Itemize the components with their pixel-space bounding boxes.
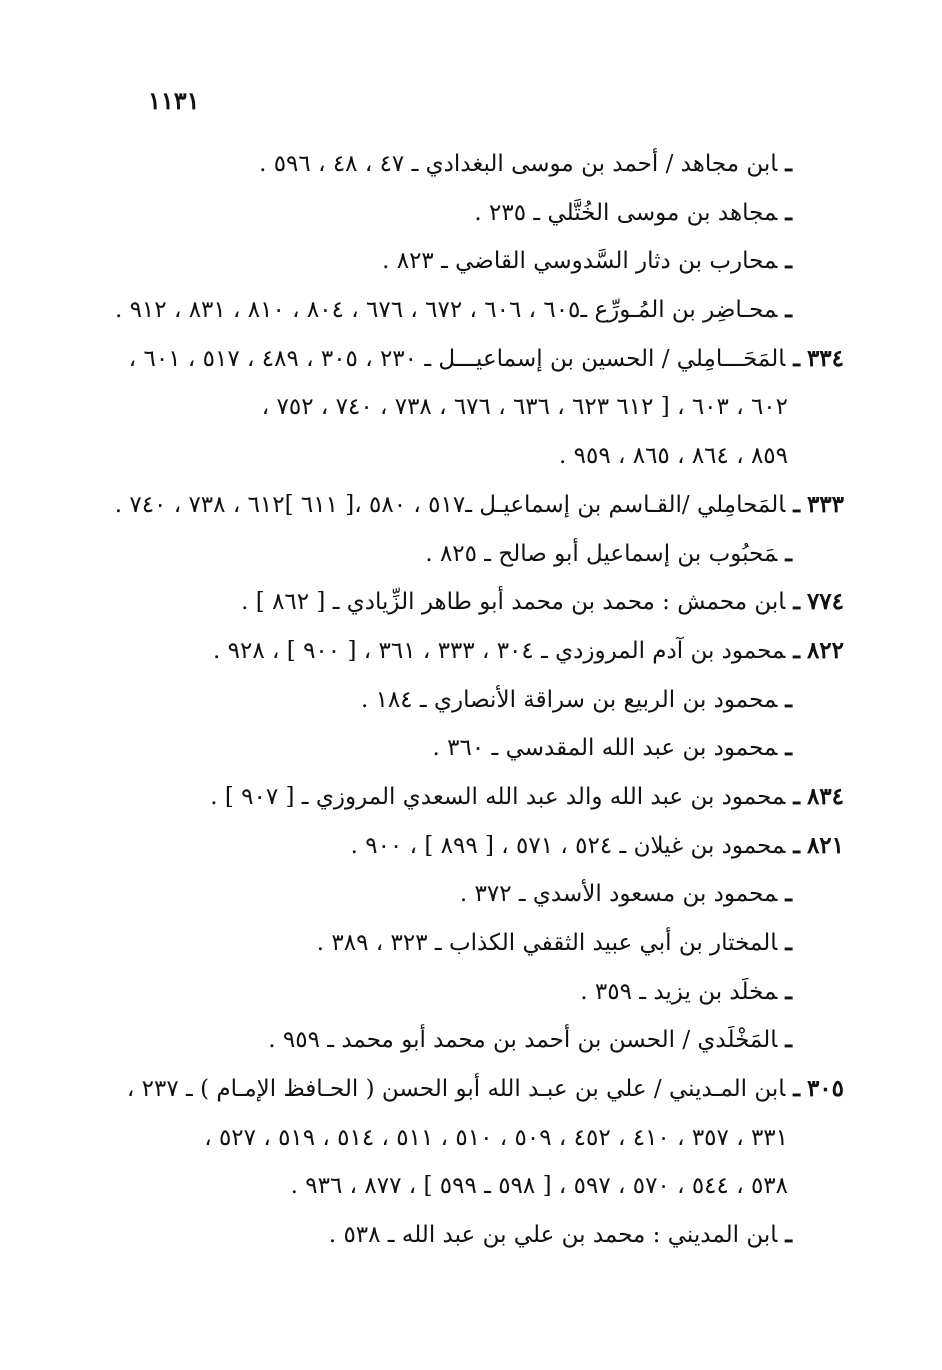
entry-text: محمود بن مسعود الأسدي ـ ٣٧٢ . xyxy=(459,881,778,908)
entry-number: ٨٢١ xyxy=(806,831,844,859)
entry-dash: ـ xyxy=(793,344,800,372)
entry-text: المَخْلَدي / الحسن بن أحمد بن محمد أبو محمد ـ ٩٥٩ . xyxy=(268,1027,778,1054)
entry-dash: ـ xyxy=(785,977,792,1005)
entry-dash: ـ xyxy=(793,782,800,810)
entry-number: ٧٧٤ xyxy=(806,588,844,616)
entry-text: محارب بن دثار السَّدوسي القاضي ـ ٨٢٣ . xyxy=(382,248,778,275)
index-entry xyxy=(84,1065,844,1114)
entry-text: مخلَد بن يزيد ـ ٣٥٩ . xyxy=(580,978,778,1005)
index-entry xyxy=(84,968,844,1017)
entry-dash: ـ xyxy=(793,831,800,859)
index-entry-continuation xyxy=(84,1162,844,1211)
index-entry xyxy=(84,189,844,238)
entry-number: ٨٢٢ xyxy=(806,636,844,664)
index-entry xyxy=(84,773,844,822)
entry-text: محمود بن آدم المروزدي ـ ٣٠٤ ، ٣٣٣ ، ٣٦١ ، [ ٩٠٠ ] ، ٩٢٨ . xyxy=(213,637,786,664)
index-entry xyxy=(84,578,844,627)
entry-text: ابن مجاهد / أحمد بن موسى البغدادي ـ ٤٧ ، ٤٨ ، ٥٩٦ . xyxy=(259,151,778,177)
entry-dash: ـ xyxy=(785,734,792,762)
entry-dash: ـ xyxy=(785,929,792,956)
index-entry-continuation xyxy=(84,383,844,432)
entry-dash: ـ xyxy=(785,247,792,275)
index-entry xyxy=(84,1016,844,1065)
entry-text: محمود بن غيلان ـ ٥٢٤ ، ٥٧١ ، [ ٨٩٩ ] ، ٩٠٠ . xyxy=(350,832,786,859)
entry-text: محمود بن عبد الله المقدسي ـ ٣٦٠ . xyxy=(432,735,778,762)
index-entry xyxy=(84,140,844,189)
page-number: ١١٣١ xyxy=(148,86,200,115)
entry-dash: ـ xyxy=(785,539,792,567)
index-entry-continuation xyxy=(84,1114,844,1163)
entry-dash: ـ xyxy=(793,490,800,518)
entry-dash: ـ xyxy=(793,636,800,664)
index-entry xyxy=(84,286,844,335)
index-entry xyxy=(84,530,844,579)
index-entry xyxy=(84,627,844,676)
entry-dash: ـ xyxy=(785,198,792,226)
entry-text: ابن المـديني / علي بن عبـد الله أبو الحسن ( الحـافظ الإمـام ) ـ ٢٣٧ ، xyxy=(126,1076,786,1103)
entry-text: محـاضِر بن المُـورِّع ـ٦٠٥ ، ٦٠٦ ، ٦٧٢ ، ٦٧٦ ، ٨٠٤ ، ٨١٠ ، ٨٣١ ، ٩١٢ . xyxy=(114,297,778,324)
entry-number: ٣٣٤ xyxy=(806,344,844,372)
index-entry xyxy=(84,919,844,968)
entry-text: المختار بن أبي عبيد الثقفي الكذاب ـ ٣٢٣ ، ٣٨٩ . xyxy=(316,930,778,956)
index-entries-list xyxy=(84,140,844,1260)
entry-dash: ـ xyxy=(785,1026,792,1054)
entry-text: محمود بن الربيع بن سراقة الأنصاري ـ ١٨٤ . xyxy=(360,686,778,713)
index-entry xyxy=(84,481,844,530)
entry-dash: ـ xyxy=(793,1075,800,1103)
entry-text: ٥٣٨ ، ٥٤٤ ، ٥٧٠ ، ٥٩٧ ، [ ٥٩٨ ـ ٥٩٩ ] ، ٨٧٧ ، ٩٣٦ . xyxy=(290,1173,788,1200)
index-entry-continuation xyxy=(84,432,844,481)
entry-text: مَحبُوب بن إسماعيل أبو صالح ـ ٨٢٥ . xyxy=(425,540,778,567)
entry-dash: ـ xyxy=(785,685,792,713)
index-entry xyxy=(84,335,844,384)
entry-text: مجاهد بن موسى الخُتَّلي ـ ٢٣٥ . xyxy=(474,199,778,226)
entry-dash: ـ xyxy=(785,880,792,908)
index-entry xyxy=(84,870,844,919)
index-entry xyxy=(84,1211,844,1260)
index-entry xyxy=(84,724,844,773)
entry-text: ٣٣١ ، ٣٥٧ ، ٤١٠ ، ٤٥٢ ، ٥٠٩ ، ٥١٠ ، ٥١١ ، ٥١٤ ، ٥١٩ ، ٥٢٧ ، xyxy=(204,1124,788,1151)
index-entry xyxy=(84,822,844,871)
entry-number: ٣٠٥ xyxy=(806,1075,844,1103)
entry-text: ابن المديني : محمد بن علي بن عبد الله ـ ٥٣٨ . xyxy=(328,1222,778,1249)
entry-text: ابن محمش : محمد بن محمد أبو طاهر الزِّيادي ـ [ ٨٦٢ ] . xyxy=(241,589,786,616)
entry-text: المَحَـــامِلي / الحسين بن إسماعيـــل ـ ٢٣٠ ، ٣٠٥ ، ٤٨٩ ، ٥١٧ ، ٦٠١ ، xyxy=(128,345,786,372)
index-entry xyxy=(84,676,844,725)
entry-text: محمود بن عبد الله والد عبد الله السعدي المروزي ـ [ ٩٠٧ ] . xyxy=(210,783,786,810)
entry-number: ٣٣٣ xyxy=(806,490,844,518)
entry-text: ٦٠٢ ، ٦٠٣ ، [ ٦١٢ ٦٢٣ ، ٦٣٦ ، ٦٧٦ ، ٧٣٨ ، ٧٤٠ ، ٧٥٢ ، xyxy=(261,394,788,421)
entry-dash: ـ xyxy=(793,588,800,616)
entry-text: المَحامِلي /القـاسم بن إسماعيـل ـ٥١٧ ، ٥٨٠ ،[ ٦١١ ]٦١٢ ، ٧٣٨ ، ٧٤٠ . xyxy=(114,491,786,518)
entry-dash: ـ xyxy=(785,150,792,177)
entry-number: ٨٣٤ xyxy=(806,782,844,810)
entry-dash: ـ xyxy=(785,296,792,324)
entry-text: ٨٥٩ ، ٨٦٤ ، ٨٦٥ ، ٩٥٩ . xyxy=(558,443,788,470)
entry-dash: ـ xyxy=(785,1221,792,1249)
index-entry xyxy=(84,237,844,286)
